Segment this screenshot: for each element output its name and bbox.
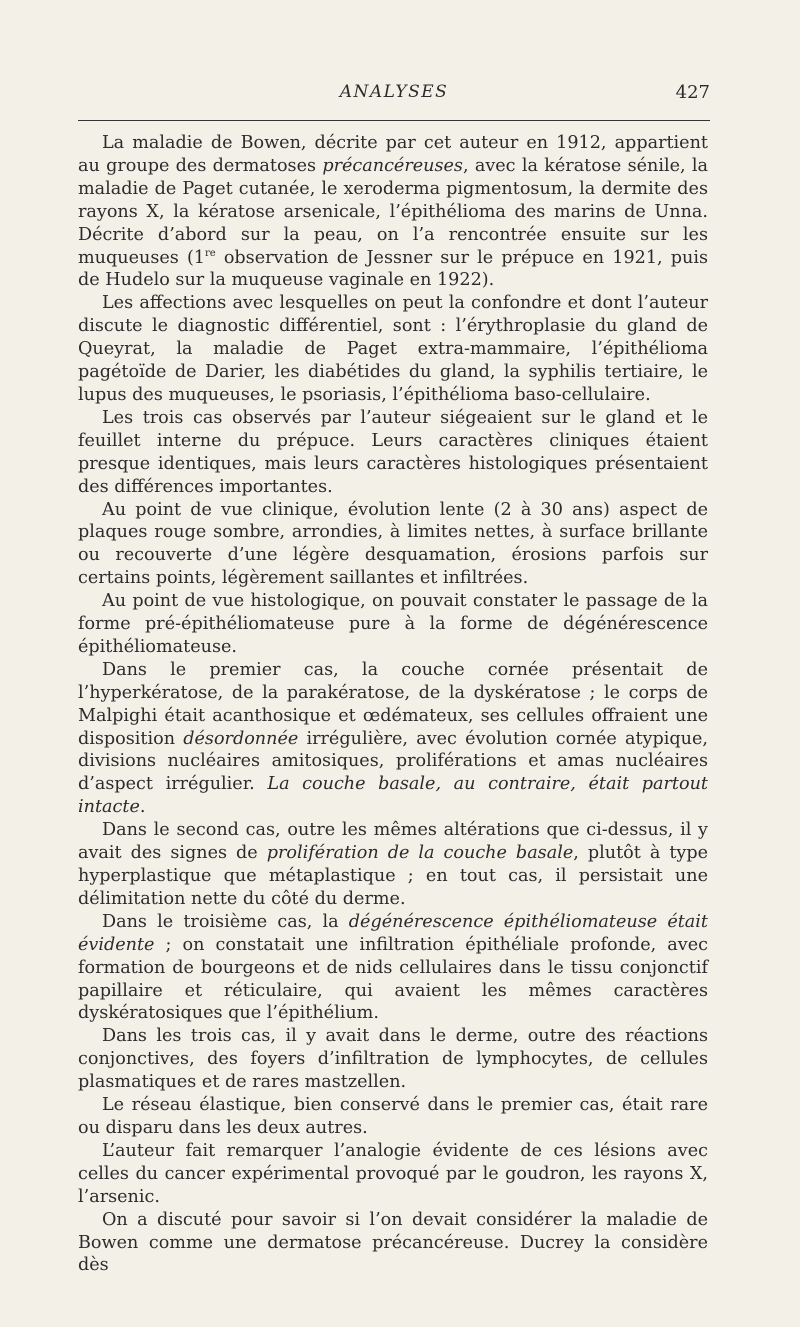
text-run: , avec la kératose sénile, la maladie de Paget cutanée, le xeroderma pigmentosum, la dermite des rayons X, la kératose arsenicale, l’épithélioma des marins de Unna. Décrite d’abord sur la peau, on l’a rencontrée ensuite sur les muqueuses (1	[78, 155, 708, 268]
paragraph	[78, 590, 708, 659]
header-rule	[78, 120, 710, 121]
text-run: Au point de vue histologique, on pouvait constater le passage de la forme pré-épithéliomateuse pure à la forme de dégénérescence épithéliomateuse.	[78, 591, 708, 657]
text-run: On a discuté pour savoir si l’on devait considérer la maladie de Bowen comme une dermatose précancéreuse. Ducrey la considère dès	[78, 1209, 708, 1276]
italic-text: prolifération de la couche basale	[266, 843, 574, 864]
paragraph	[78, 659, 708, 819]
text-run: Au point de vue clinique, évolution lente (2 à 30 ans) aspect de plaques rouge sombre, arrondies, à limites nettes, à surface brillante ou recouverte d’une légère desquamation, érosions parfois sur certains points, légèrement saillantes et infiltrées.	[78, 499, 708, 589]
page-number: 427	[675, 82, 710, 103]
paragraph	[78, 132, 708, 292]
text-run: irrégulière, avec évolution cornée atypique, divisions nucléaires amitosiques, proliférations et amas nucléaires d’aspect irrégulier.	[78, 728, 708, 795]
text-run: Le réseau élastique, bien conservé dans le premier cas, était rare ou disparu dans les deux autres.	[78, 1095, 708, 1138]
text-run: La maladie de Bowen, décrite par cet auteur en 1912, appartient au groupe des dermatoses	[78, 133, 708, 176]
paragraph	[78, 499, 708, 591]
paragraph	[78, 1140, 708, 1209]
italic-text: dégénérescence épithéliomateuse était évidente	[78, 911, 708, 955]
paragraph	[78, 1209, 708, 1278]
text-run: Dans le troisième cas, la	[102, 911, 349, 932]
italic-text: désordonnée	[183, 728, 299, 749]
superscript: re	[205, 247, 216, 259]
text-run: , plutôt à type hyperplastique que métaplastique ; en tout cas, il persistait une délimitation nette du côté du derme.	[78, 843, 709, 909]
paragraph	[78, 1094, 708, 1140]
paragraph	[78, 911, 708, 1026]
paragraph	[78, 819, 708, 911]
text-run: Dans les trois cas, il y avait dans le derme, outre des réactions conjonctives, des foyers d’infiltration de lymphocytes, de cellules plasmatiques et de rares mastzellen.	[78, 1026, 708, 1093]
paragraph	[78, 1025, 708, 1094]
text-run: Dans le premier cas, la couche cornée présentait de l’hyperkératose, de la parakératose, de la dyskératose ; le corps de Malpighi était acanthosique et œdémateux, ses cellules offraient une disposition	[78, 659, 708, 749]
text-run: observation de Jessner sur le prépuce en 1921, puis de Hudelo sur la muqueuse vaginale en 1922).	[78, 247, 708, 291]
italic-text: La couche basale, au contraire, était partout intacte	[78, 774, 708, 818]
text-run: Les affections avec lesquelles on peut la confondre et dont l’auteur discute le diagnostic différentiel, sont : l’érythroplasie du gland de Queyrat, la maladie de Paget extra-mammaire, l’épithélioma pagétoïde de Darier, les diabétides du gland, la syphilis tertiaire, le lupus des muqueuses, le psoriasis, l’épithélioma baso-cellulaire.	[78, 293, 708, 405]
italic-text: précancéreuses	[322, 155, 463, 176]
paragraph	[78, 407, 708, 499]
text-run: .	[139, 797, 146, 818]
text-run: Dans le second cas, outre les mêmes altérations que ci-dessus, il y avait des signes de	[78, 820, 708, 864]
text-run: ; on constatait une infiltration épithéliale profonde, avec formation de bourgeons et de nids cellulaires dans le tissu conjonctif papillaire et réticulaire, qui avaient les mêmes caractères dyskératosiques que l’épithélium.	[78, 934, 708, 1024]
text-run: Les trois cas observés par l’auteur siégeaient sur le gland et le feuillet interne du prépuce. Leurs caractères cliniques étaient presque identiques, mais leurs caractères histologiques présentaient des différences importantes.	[78, 407, 708, 497]
text-run: L’auteur fait remarquer l’analogie évidente de ces lésions avec celles du cancer expérimental provoqué par le goudron, les rayons X, l’arsenic.	[78, 1140, 708, 1207]
body-text	[78, 132, 708, 1277]
paragraph	[78, 292, 708, 407]
page-header	[78, 82, 710, 112]
running-head: ANALYSES	[339, 82, 449, 102]
